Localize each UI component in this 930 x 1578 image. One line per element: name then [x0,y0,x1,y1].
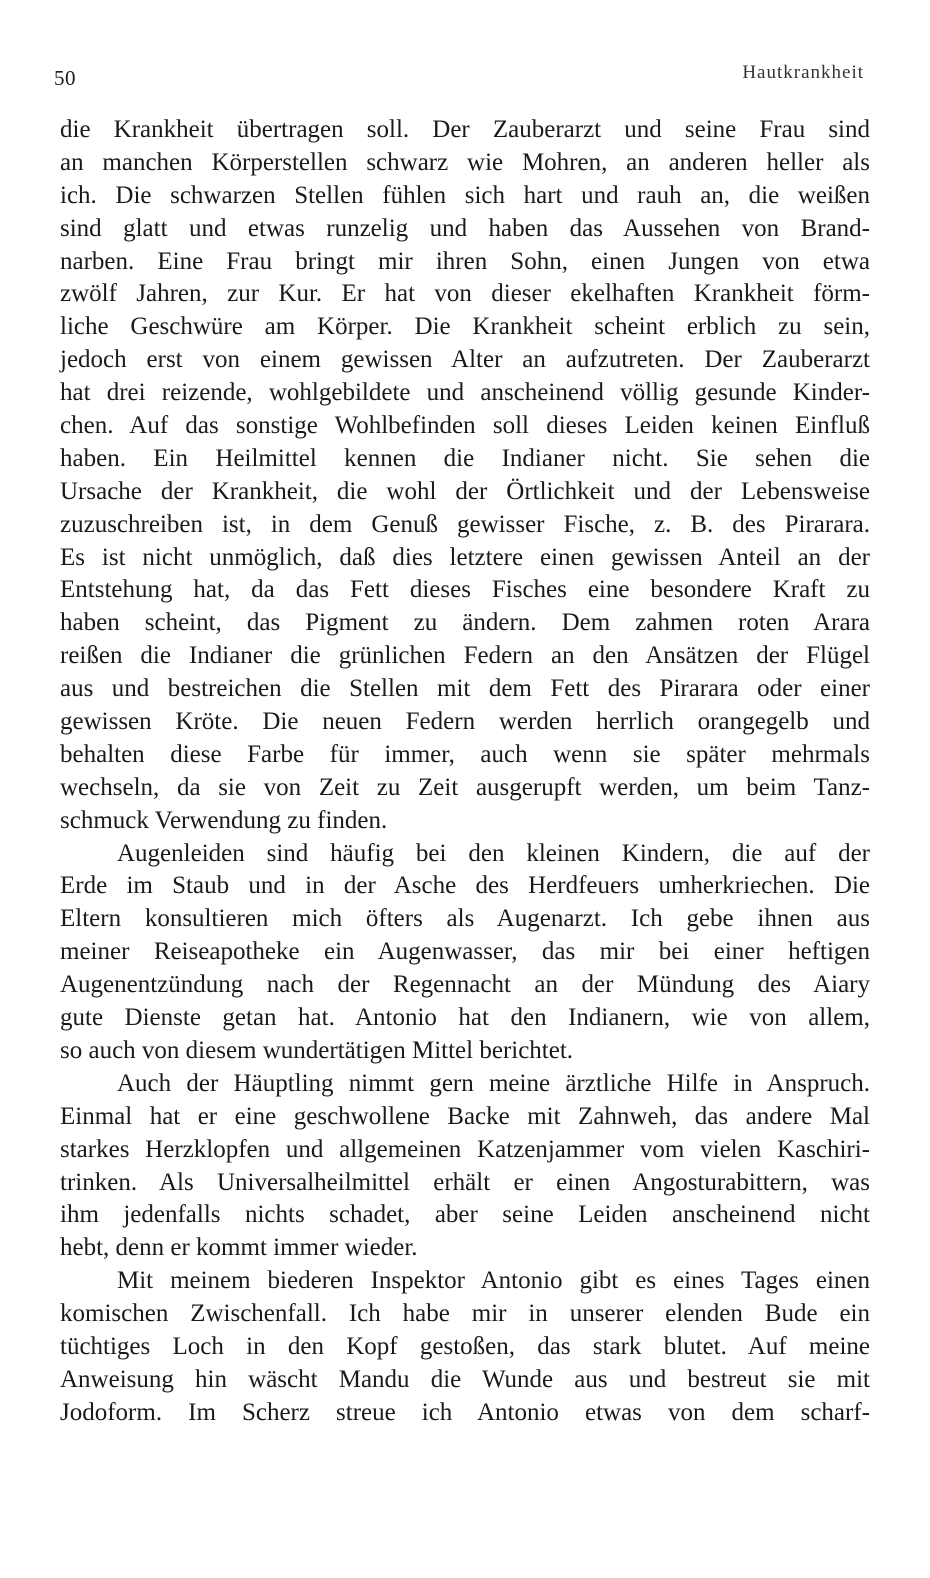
text-line: Jodoform. Im Scherz streue ich Antonio etwas von dem scharf- [60,1398,870,1426]
text-line: schmuck Verwendung zu finden. [60,806,388,834]
text-line: haben scheint, das Pigment zu ändern. Dem zahmen roten Arara [60,609,870,637]
text-line: narben. Eine Frau bringt mir ihren Sohn, einen Jungen von etwa [60,247,870,275]
page-header [54,62,864,92]
text-line: Eltern konsultieren mich öfters als Augenarzt. Ich gebe ihnen aus [60,905,870,933]
paragraph [60,114,870,838]
paragraph [60,1265,870,1429]
text-line: die Krankheit übertragen soll. Der Zauberarzt und seine Frau sind [60,116,870,143]
text-line: Augenentzündung nach der Regennacht an der Mündung des Aiary [60,971,870,999]
text-line: tüchtiges Loch in den Kopf gestoßen, das stark blutet. Auf meine [60,1332,870,1360]
paragraph [60,838,870,1068]
text-line: meiner Reiseapotheke ein Augenwasser, das mir bei einer heftigen [60,938,870,966]
text-line: gute Dienste getan hat. Antonio hat den Indianern, wie von allem, [60,1004,870,1032]
text-line: an manchen Körperstellen schwarz wie Mohren, an anderen heller als [60,148,870,176]
text-line: behalten diese Farbe für immer, auch wenn sie später mehrmals [60,740,870,768]
text-line: Erde im Staub und in der Asche des Herdfeuers umherkriechen. Die [60,872,870,900]
text-line: Anweisung hin wäscht Mandu die Wunde aus und bestreut sie mit [60,1365,870,1393]
text-line: zwölf Jahren, zur Kur. Er hat von dieser ekelhaften Krankheit förm- [60,280,870,308]
text-line: ich. Die schwarzen Stellen fühlen sich hart und rauh an, die weißen [60,181,870,209]
text-line: hebt, denn er kommt immer wieder. [60,1234,418,1262]
text-line: so auch von diesem wundertätigen Mittel berichtet. [60,1036,574,1064]
text-line: Ursache der Krankheit, die wohl der Örtlichkeit und der Lebensweise [60,477,870,505]
text-line: starkes Herzklopfen und allgemeinen Katzenjammer vom vielen Kaschiri- [60,1135,870,1163]
text-line: reißen die Indianer die grünlichen Federn an den Ansätzen der Flügel [60,642,870,670]
text-line: hat drei reizende, wohlgebildete und anscheinend völlig gesunde Kinder- [60,379,870,407]
text-line: komischen Zwischenfall. Ich habe mir in unserer elenden Bude ein [60,1300,870,1328]
text-line: wechseln, da sie von Zeit zu Zeit ausgerupft werden, um beim Tanz- [60,773,870,801]
text-line: jedoch erst von einem gewissen Alter an aufzutreten. Der Zauberarzt [60,346,870,374]
text-line: gewissen Kröte. Die neuen Federn werden herrlich orangegelb und [60,708,870,736]
text-line: liche Geschwüre am Körper. Die Krankheit scheint erblich zu sein, [60,313,870,341]
text-line: haben. Ein Heilmittel kennen die Indianer nicht. Sie sehen die [60,444,870,472]
text-line: trinken. Als Universalheilmittel erhält er einen Angosturabittern, was [60,1168,870,1196]
text-line: Auch der Häuptling nimmt gern meine ärztliche Hilfe in Anspruch. [117,1069,870,1097]
text-line: zuzuschreiben ist, in dem Genuß gewisser Fische, z. B. des Pirarara. [60,510,870,538]
text-line: Augenleiden sind häufig bei den kleinen Kindern, die auf der [117,839,870,867]
text-line: Entstehung hat, da das Fett dieses Fisches eine besondere Kraft zu [60,576,870,604]
text-line: Es ist nicht unmöglich, daß dies letztere einen gewissen Anteil an der [60,543,870,571]
text-line: chen. Auf das sonstige Wohlbefinden soll dieses Leiden keinen Einfluß [60,412,870,440]
text-line: Einmal hat er eine geschwollene Backe mit Zahnweh, das andere Mal [60,1102,870,1130]
paragraph [60,1068,870,1265]
text-line: sind glatt und etwas runzelig und haben das Aussehen von Brand- [60,214,870,242]
page-number: 50 [54,66,76,90]
text-line: Mit meinem biederen Inspektor Antonio gibt es eines Tages einen [117,1267,870,1295]
text-line: ihm jedenfalls nichts schadet, aber seine Leiden anscheinend nicht [60,1201,870,1229]
running-head: Hautkrankheit [742,62,864,83]
body-text [60,114,870,1430]
text-line: aus und bestreichen die Stellen mit dem Fett des Pirarara oder einer [60,675,870,703]
